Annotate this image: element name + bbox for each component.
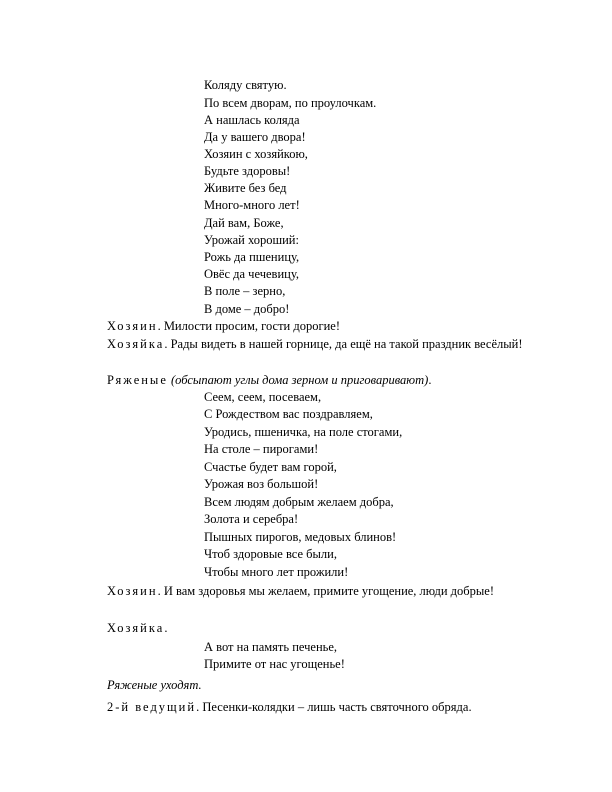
dialogue-text: . Милости просим, гости дорогие! (157, 319, 340, 333)
verse-line: В поле – зерно, (204, 284, 286, 298)
dialogue-text: . И вам здоровья мы желаем, примите угощение, люди добрые! (157, 584, 495, 598)
verse-line: Пышных пирогов, медовых блинов! (204, 530, 397, 544)
speaker-name: Хозяин (107, 319, 158, 333)
verse-line: Будьте здоровы! (204, 164, 291, 178)
verse-line: Уродись, пшеничка, на поле стогами, (204, 425, 403, 439)
dialogue-hostess-1 (93, 336, 523, 353)
verse-line: Сеем, сеем, посеваем, (204, 390, 322, 404)
verse-line: Золота и серебра! (204, 512, 299, 526)
verse-line: С Рождеством вас поздравляем, (204, 407, 373, 421)
dialogue-text: . Рады видеть в нашей горнице, да ещё на такой праздник весёлый! (164, 337, 523, 351)
verse-line: Урожай хороший: (204, 233, 299, 247)
verse-line: Живите без бед (204, 181, 287, 195)
verse-line: Примите от нас угощенье! (204, 657, 345, 671)
verse-line: Урожая воз большой! (204, 477, 319, 491)
verse-line: Рожь да пшеницу, (204, 250, 300, 264)
verse-line: Счастье будет вам горой, (204, 460, 337, 474)
speaker-name: Хозяйка (107, 337, 165, 351)
dialogue-host-lead (93, 699, 523, 716)
speaker-name: Хозяйка (107, 621, 165, 635)
verse-line: Всем людям добрым желаем добра, (204, 495, 394, 509)
remark-end: . (428, 373, 432, 387)
verse-line: Да у вашего двора! (204, 130, 306, 144)
verse-line: В доме – добро! (204, 302, 290, 316)
verse-line: Овёс да чечевицу, (204, 267, 299, 281)
verse-line: Чтоб здоровые все были, (204, 547, 337, 561)
speaker-name: 2-й ведущий (107, 700, 197, 714)
verse-line: Дай вам, Боже, (204, 216, 284, 230)
speaker-name: Ряженые (107, 373, 168, 387)
dialogue-text: . (164, 621, 168, 635)
verse-line: По всем дворам, по проулочкам. (204, 96, 377, 110)
verse-line: Много-много лет! (204, 198, 300, 212)
speaker-name: Хозяин (107, 584, 158, 598)
dialogue-hostess-2 (93, 620, 523, 637)
verse-line: А вот на память печенье, (204, 640, 338, 654)
stage-direction: Ряженые уходят. (107, 678, 202, 692)
verse-line: Хозяин с хозяйкою, (204, 147, 308, 161)
verse-line: Коляду святую. (204, 78, 287, 92)
stage-remark: (обсыпают углы дома зерном и приговаривают) (171, 373, 429, 387)
dialogue-text: . Песенки-колядки – лишь часть святочного обряда. (196, 700, 472, 714)
verse-line: А нашлась коляда (204, 113, 300, 127)
dialogue-host-1 (93, 318, 523, 335)
verse-line: На столе – пирогами! (204, 442, 319, 456)
verse-line: Чтобы много лет прожили! (204, 565, 349, 579)
dialogue-mummers (93, 372, 523, 389)
dialogue-host-2 (93, 583, 523, 600)
